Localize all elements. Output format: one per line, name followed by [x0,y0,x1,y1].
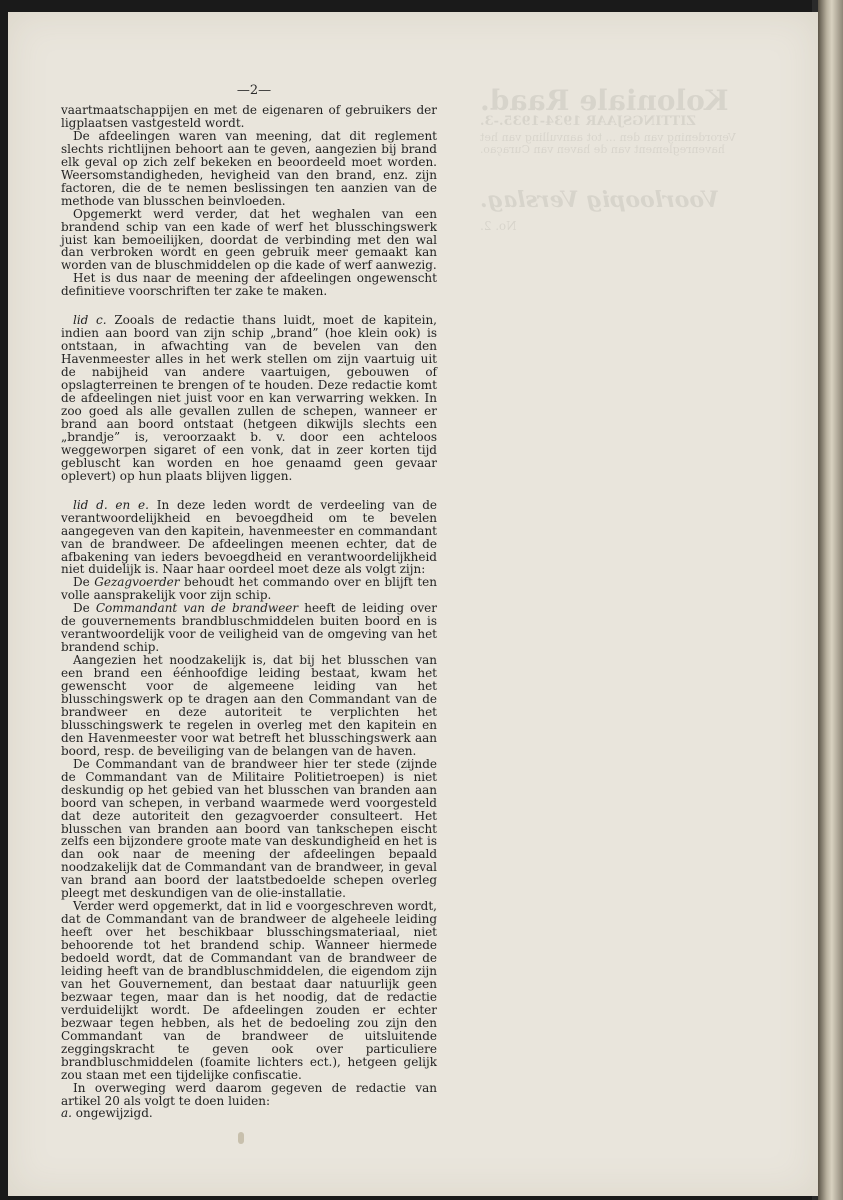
body-text [61,104,437,1120]
book-spine [818,0,843,1200]
spacer [61,483,437,499]
paragraph-lid-d-e: lid d. en e. In deze leden wordt de verdeeling van de verantwoordelijkheid en bevoegdheid om te bevelen aangegeven van den kapitein, havenmeester en commandant van de brandweer. De afdeelingen meenen echter, dat de afbakening van ieders bevoegdheid en verantwoordelijkheid niet duidelijk is. Naar haar oordeel moet deze als volgt zijn: [61,497,437,577]
paragraph: De Gezagvoerder behoudt het commando over en blijft ten volle aansprakelijk voor zijn schip. [61,575,437,603]
document-page [8,12,818,1196]
bleed-through-report: Voorloopig Verslag. [480,187,720,213]
bleed-through-session: ZITTINGSJAAR 1934-1935.-3. [480,114,696,129]
bleed-through-title: Koloniale Raad. [480,84,729,117]
paragraph: a. ongewijzigd. [61,1106,153,1121]
paragraph: De Commandant van de brandweer heeft de leiding over de gouvernements brandbluschmiddelen buiten boord en is verantwoordelijk voor de veiligheid van de omgeving van het brandend schip. [61,601,437,655]
page-number: —2— [236,83,272,98]
spacer [61,298,437,314]
paragraph: Verder werd opgemerkt, dat in lid e voorgeschreven wordt, dat de Commandant van de brandweer de algeheele leiding heeft over het beschikbaar blusschingsmateriaal, niet behoorende tot het brandend schip. Wanneer hiermede bedoeld wordt, dat de Commandant van de brandweer de leiding heeft van de brandbluschmiddelen, die eigendom zijn van het Gouvernement, dan bestaat daar natuurlijk geen bezwaar tegen, maar dan is het noodig, dat de redactie verduidelijkt wordt. De afdeelingen zouden er echter bezwaar tegen hebben, als het de bedoeling zou zijn den Commandant van de brandweer de uitsluitende zeggingskracht te geven ook over particuliere brandbluschmiddelen (foamite lichters ect.), hetgeen gelijk zou staan met een tijdelijke confiscatie. [61,899,437,1082]
paragraph: Opgemerkt werd verder, dat het weghalen van een brandend schip van een kade of werf het blusschingswerk juist kan bemoeilijken, doordat de verbinding met den wal dan verbroken wordt en geen gebruik meer gemaakt kan worden van de bluschmiddelen op die kade of werf aanwezig. [61,206,437,273]
item-label: a. [61,1106,72,1121]
bleed-through-number: No. 2. [480,219,517,233]
lid-label: lid c. [73,313,107,328]
paragraph-lid-c: lid c. Zooals de redactie thans luidt, moet de kapitein, indien aan boord van zijn schip „brand” (hoe klein ook) is ontstaan, in afwachting van de bevelen van den Havenmeester alles in het werk stellen om zijn vaartuig uit de nabijheid van andere vaartuigen, gebouwen of opslagterreinen te brengen of te houden. Deze redactie komt de afdeelingen niet juist voor en kan verwarring wekken. In zoo goed als alle gevallen zullen de schepen, wanneer er brand aan boord ontstaat (hetgeen dikwijls slechts een „brandje” is, veroorzaakt b. v. door een achteloos weggeworpen sigaret of een vonk, dat in zeer korten tijd gebluscht kan worden en hoe genaamd geen gevaar oplevert) op hun plaats blijven liggen. [61,313,437,483]
role-label: Gezagvoerder [94,575,180,590]
role-label: Commandant van de brandweer [95,601,299,616]
paragraph: vaartmaatschappijen en met de eigenaren of gebruikers der ligplaatsen vastgesteld wordt. [61,103,437,130]
lid-label: lid d. en e. [73,497,149,512]
paragraph: De afdeelingen waren van meening, dat dit reglement slechts richtlijnen behoort aan te geven, aangezien bij brand elk geval op zich zelf bekeken en beoordeeld moet worden. Weersomstandigheden, hevigheid van den brand, enz. zijn factoren, die de te nemen beslissingen ten aanzien van de methode van blusschen beinvloeden. [61,128,437,208]
paragraph: Het is dus naar de meening der afdeelingen ongewenscht definitieve voorschriften ter zake te maken. [61,271,437,299]
paragraph: In overweging werd daarom gegeven de redactie van artikel 20 als volgt te doen luiden: [61,1080,437,1108]
paragraph: De Commandant van de brandweer hier ter stede (zijnde de Commandant van de Militaire Politietroepen) is niet deskundig op het gebied van het blusschen van branden aan boord van schepen, in verband waarmede werd voorgesteld dat deze autoriteit den gezagvoerder consulteert. Het blusschen van branden aan boord van tankschepen eischt zelfs een bijzondere groote mate van deskundigheid en het is dan ook naar de meening der afdeelingen bepaald noodzakelijk dat de Commandant van de brandweer, in geval van brand aan boord der laatstbedoelde schepen overleg pleegt met deskundigen van de olie-installatie. [61,756,437,901]
paragraph: Aangezien het noodzakelijk is, dat bij het blusschen van een brand een éénhoofdige leiding bestaat, kwam het gewenscht voor de algemeene leiding van het blusschingswerk op te dragen aan den Commandant van de brandweer en deze autoriteit te verplichten het blusschingswerk te regelen in overleg met den kapitein en den Havenmeester voor wat betreft het blusschingswerk aan boord, resp. de beveiliging van de belangen van de haven. [61,653,437,758]
bleed-through-subject: Verordening van den ... tot aanvulling van het havenreglement van de haven van Curaçao. [480,131,736,156]
paper-speck [238,1132,244,1144]
